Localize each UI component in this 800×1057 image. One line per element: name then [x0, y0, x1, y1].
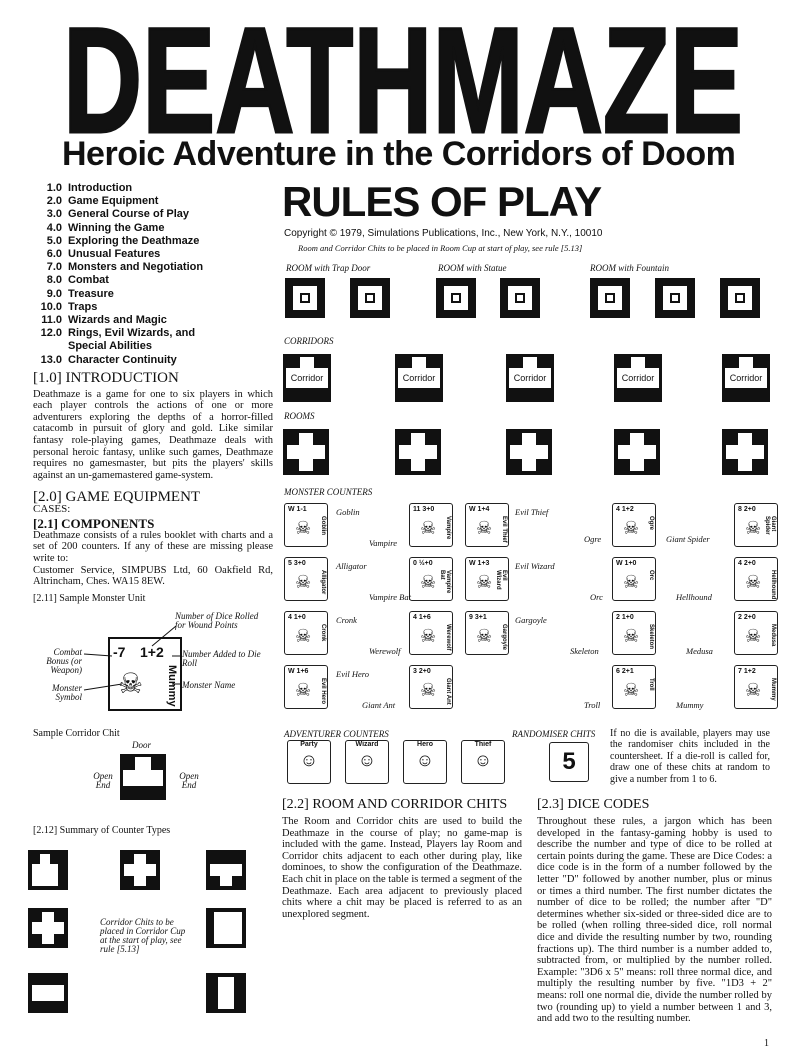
- combat-label: Combat Bonus (or Weapon): [46, 647, 82, 675]
- room-chit: [614, 429, 660, 475]
- placement-note: Room and Corridor Chits to be placed in Room Cup at start of play, see rule [5.13]: [298, 243, 583, 253]
- room-chit: [720, 278, 760, 318]
- deathmaze-logo: [58, 0, 748, 150]
- monster-counter: 4 2+0 ☠ Hellhound: [734, 557, 778, 601]
- monster-counter: 7 1+2 ☠ Mummy: [734, 665, 778, 709]
- randomiser-chits-label: RANDOMISER CHITS: [512, 729, 596, 739]
- monster-counter: W 1-1 ☠ Goblin: [284, 503, 328, 547]
- monster-label: Mummy: [676, 700, 704, 710]
- toc-item: 2.0 Game Equipment: [46, 195, 159, 208]
- monster-counter: 3 2+0 ☠ Giant Ant: [409, 665, 453, 709]
- toc-item: 9.0 Treasure: [46, 287, 114, 300]
- monster-label: Troll: [584, 700, 601, 710]
- monster-label: Gargoyle: [515, 615, 547, 625]
- monster-icon: ☠: [420, 572, 437, 592]
- monster-name: Mummy: [166, 665, 178, 707]
- monster-label: Ogre: [584, 534, 602, 544]
- dice-value: 1+2: [140, 644, 164, 660]
- adventurer-icon: ☺: [473, 750, 493, 770]
- monster-label: Vampire: [369, 538, 398, 548]
- table-of-contents: [36, 182, 203, 367]
- rooms-label: ROOMS: [284, 411, 315, 421]
- room-chit: [506, 429, 552, 475]
- toc-item: 6.0 Unusual Features: [46, 248, 161, 261]
- sample-corridor-label: Sample Corridor Chit: [33, 728, 120, 739]
- adventurer-icon: ☺: [357, 750, 377, 770]
- open-end-left: Open End: [93, 771, 113, 790]
- cases-label: CASES:: [33, 502, 71, 515]
- room-chit: [350, 278, 390, 318]
- adventurer-counter: Thief ☺: [461, 740, 505, 784]
- monster-label: Orc: [590, 592, 603, 602]
- monster-icon: ☠: [420, 626, 437, 646]
- address-text: Customer Service, SIMPUBS Ltd, 60 Oakfield Rd, Altrincham, Ches. WA15 8EW.: [33, 564, 273, 588]
- monster-counter: 2 2+0 ☠ Medusa: [734, 611, 778, 655]
- adventurer-counters-label: ADVENTURER COUNTERS: [284, 729, 389, 739]
- room-trap-label: ROOM with Trap Door: [286, 263, 371, 273]
- room-chit: [590, 278, 630, 318]
- corridor-chit: [120, 754, 166, 800]
- room-chit: [395, 429, 441, 475]
- monster-icon: ☠: [476, 518, 493, 538]
- monster-icon: ☠: [476, 572, 493, 592]
- monster-counters-label: MONSTER COUNTERS: [284, 487, 373, 497]
- corridor-chit: Corridor: [722, 354, 770, 402]
- toc-item: 10.0 Traps: [40, 300, 98, 313]
- monster-icon: ☠: [476, 626, 493, 646]
- page-number: 1: [764, 1038, 769, 1049]
- dice-label: Number of Dice Rolled for Wound Points: [175, 611, 259, 630]
- monster-icon: ☠: [295, 680, 312, 700]
- name-label: Monster Name: [182, 680, 236, 690]
- room-chit: [283, 429, 329, 475]
- components-text: Deathmaze consists of a rules booklet with charts and a set of 200 counters. If any of these are missing please write to:: [33, 529, 273, 564]
- monster-icon: ☠: [623, 626, 640, 646]
- components-heading: [2.1] COMPONENTS: [33, 516, 155, 532]
- monster-counter: W 1+3 ☠ Evil Wizard: [465, 557, 509, 601]
- randomiser-chit: 5: [549, 742, 589, 782]
- toc-item: 8.0 Combat: [46, 274, 109, 287]
- copyright: Copyright © 1979, Simulations Publications, Inc., New York, N.Y., 10010: [284, 228, 603, 239]
- corridor-chit: Corridor: [283, 354, 331, 402]
- monster-label: Vampire Bat: [369, 592, 411, 602]
- monster-counter: 4 1+6 ☠ Werewolf: [409, 611, 453, 655]
- monster-label: Giant Spider: [666, 534, 710, 544]
- room-corridor-section: [282, 797, 522, 920]
- monster-label: Evil Wizard: [515, 561, 555, 571]
- symbol-label: Monster Symbol: [52, 683, 82, 702]
- monster-counter: W 1+4 ☠ Evil Thief: [465, 503, 509, 547]
- monster-label: Hellhound: [676, 592, 712, 602]
- room-chits-text: The Room and Corridor chits are used to build the Deathmaze in the course of play; no game-map is included with the game. Instead, Players lay Room and Corridor chits adjacent to each other during play, like dominoes, to show the configuration of the Deathmaze. Each chit in place on the table is termed a segment of the Deathmaze. Each area adjacent to previously placed chits where a chit may be placed is referred to as an unexplored segment.: [282, 816, 522, 920]
- dice-codes-text: Throughout these rules, a jargon which has been developed in the fantasy-gaming hobby is used to describe the number and type of dice to be rolled at certain points during the game. These are Dice Codes: a dice code is in the form of a number followed by the letter "D" followed by another number, plus or minus or times a third number. The first number dictates the number of dice to be rolled; the number after "D" determines whether six-sided or three-sided dice are to be rolled (when rolling three-sided dice, roll normal dice and divide the resulting number by two, rounding fractions up). The third number is a number added to, subtracted from, or multiplied by the number rolled. Example: "3D6 x 5" means: roll three normal dice, and multiply the resulting number by five. "1D3 + 2" means: roll one normal die, divide the number rolled by two (rounding up) to yield a number between 1 and 3, and add two to the resulting number.: [537, 816, 772, 1025]
- toc-item: 1.0 Introduction: [46, 182, 133, 194]
- summary-note: Corridor Chits to be placed in Corridor Cup at the start of play, see rule [5.13]: [100, 917, 186, 954]
- monster-icon: ☠: [745, 626, 762, 646]
- sample-corridor-diagram: [80, 740, 230, 810]
- room-fountain-label: ROOM with Fountain: [590, 263, 669, 273]
- monster-label: Cronk: [336, 615, 357, 625]
- monster-label: Goblin: [336, 507, 360, 517]
- room-statue-label: ROOM with Statue: [438, 263, 507, 273]
- monster-icon: ☠: [420, 518, 437, 538]
- monster-counter: 2 1+0 ☠ Skeleton: [612, 611, 656, 655]
- corridor-chit: Corridor: [614, 354, 662, 402]
- toc-item: Special Abilities: [68, 340, 152, 353]
- mummy-icon: ☠: [118, 669, 144, 700]
- monster-counter: 11 3+0 ☠ Vampire: [409, 503, 453, 547]
- added-label: Number Added to Die Roll: [182, 649, 261, 668]
- monster-counter: 4 1+2 ☠ Ogre: [612, 503, 656, 547]
- toc-item: 3.0 General Course of Play: [46, 208, 190, 221]
- monster-label: Alligator: [336, 561, 367, 571]
- summary-label: [2.12] Summary of Counter Types: [33, 825, 171, 836]
- sample-monster-label: [2.11] Sample Monster Unit: [33, 592, 146, 604]
- sample-monster-diagram: [30, 612, 270, 722]
- monster-counter: 4 1+0 ☠ Cronk: [284, 611, 328, 655]
- sample-arrows: [30, 612, 270, 722]
- counter-types-summary: [28, 845, 268, 1025]
- monster-icon: ☠: [745, 680, 762, 700]
- equipment-section: [33, 489, 273, 604]
- adventurer-icon: ☺: [299, 750, 319, 770]
- equipment-heading: [2.0] GAME EQUIPMENT: [33, 489, 201, 505]
- subtitle: Heroic Adventure in the Corridors of Doom: [62, 135, 736, 173]
- room-chit: [436, 278, 476, 318]
- monster-label: Medusa: [686, 646, 713, 656]
- monster-counter: W 1+0 ☠ Orc: [612, 557, 656, 601]
- monster-icon: ☠: [623, 572, 640, 592]
- room-chit: [500, 278, 540, 318]
- adventurer-counter: Party ☺: [287, 740, 331, 784]
- monster-label: Giant Ant: [362, 700, 396, 710]
- open-end-right: Open End: [179, 771, 199, 790]
- combat-value: -7: [113, 644, 126, 660]
- adventurer-counter: Hero ☺: [403, 740, 447, 784]
- room-chits-heading: [2.2] ROOM AND CORRIDOR CHITS: [282, 797, 508, 812]
- monster-counter: 6 2+1 ☠ Troll: [612, 665, 656, 709]
- monster-label: Werewolf: [369, 646, 401, 656]
- toc-item: 12.0 Rings, Evil Wizards, and: [40, 327, 196, 340]
- monster-icon: ☠: [623, 680, 640, 700]
- monster-counter: 9 3+1 ☠ Gargoyle: [465, 611, 509, 655]
- monster-counter: 5 3+0 ☠ Alligator: [284, 557, 328, 601]
- monster-icon: ☠: [295, 572, 312, 592]
- corridor-chit: Corridor: [506, 354, 554, 402]
- page-title: DEATHMAZE: [63, 0, 743, 150]
- introduction-section: [33, 370, 273, 481]
- intro-heading: [1.0] INTRODUCTION: [33, 370, 179, 386]
- monster-icon: ☠: [623, 518, 640, 538]
- adventurer-counter: Wizard ☺: [345, 740, 389, 784]
- adventurer-icon: ☺: [415, 750, 435, 770]
- toc-item: 11.0 Wizards and Magic: [41, 314, 167, 327]
- corridor-chit: Corridor: [395, 354, 443, 402]
- rules-heading: RULES OF PLAY: [282, 178, 602, 225]
- toc-item: 5.0 Exploring the Deathmaze: [46, 234, 200, 247]
- toc-item: 4.0 Winning the Game: [46, 221, 165, 234]
- corridors-label: CORRIDORS: [284, 336, 334, 346]
- monster-label: Evil Hero: [336, 669, 369, 679]
- monster-icon: ☠: [295, 518, 312, 538]
- monster-icon: ☠: [745, 572, 762, 592]
- monster-icon: ☠: [745, 518, 762, 538]
- monster-counter: 0 ½+0 ☠ Vampire Bat: [409, 557, 453, 601]
- intro-text: Deathmaze is a game for one to six players in which each player controls the actions of one or more adventurers exploring the depths of a horror-filled catacomb in pursuit of glory and gold. Like similar fantasy role-playing games, Deathmaze deals with personal heroic fantasy, unlike such games, Deathmaze requires no gamesmaster, but pits the players' skills against an un-gamemastered game-system.: [33, 388, 273, 481]
- monster-label: Evil Thief: [515, 507, 549, 517]
- toc-item: 7.0 Monsters and Negotiation: [46, 261, 204, 274]
- dice-codes-section: [537, 797, 772, 1025]
- monster-label: Skeleton: [570, 646, 599, 656]
- door-label: Door: [132, 740, 152, 750]
- monster-icon: ☠: [295, 626, 312, 646]
- monster-counter: W 1+6 ☠ Evil Hero: [284, 665, 328, 709]
- room-chit: [655, 278, 695, 318]
- monster-icon: ☠: [420, 680, 437, 700]
- randomiser-text: If no die is available, players may use the randomiser chits included in the countersheet. If a die-roll is called for, draw one of these chits at random to give a number from 1 to 6.: [610, 728, 770, 785]
- room-chit: [285, 278, 325, 318]
- room-chit: [722, 429, 768, 475]
- toc-item: 13.0 Character Continuity: [40, 353, 177, 366]
- dice-codes-heading: [2.3] DICE CODES: [537, 797, 650, 812]
- monster-counter: 8 2+0 ☠ Giant Spider: [734, 503, 778, 547]
